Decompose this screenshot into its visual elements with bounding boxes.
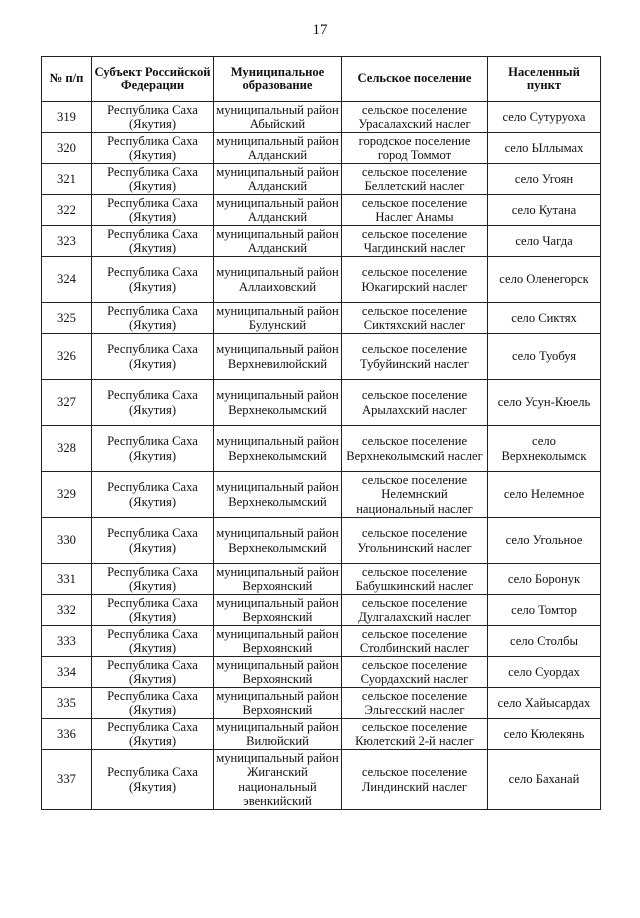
row-locality: село Столбы (488, 626, 601, 657)
row-municipality: муниципальный район Алданский (214, 133, 342, 164)
row-municipality: муниципальный район Булунский (214, 303, 342, 334)
row-num: 321 (42, 164, 92, 195)
table-row (42, 750, 601, 810)
row-settlement: сельское поселение Линдинский наслег (342, 750, 488, 810)
table-row (42, 688, 601, 719)
row-municipality: муниципальный район Верхневилюйский (214, 334, 342, 380)
row-settlement: сельское поселение Верхнеколымский наслег (342, 426, 488, 472)
settlements-table (41, 56, 601, 810)
table-row (42, 257, 601, 303)
row-num: 336 (42, 719, 92, 750)
row-num: 328 (42, 426, 92, 472)
row-settlement: сельское поселение Нелемнский национальный наслег (342, 472, 488, 518)
row-subject: Республика Саха (Якутия) (92, 657, 214, 688)
row-subject: Республика Саха (Якутия) (92, 102, 214, 133)
row-municipality: муниципальный район Верхнеколымский (214, 518, 342, 564)
row-municipality: муниципальный район Верхоянский (214, 688, 342, 719)
row-municipality: муниципальный район Верхоянский (214, 595, 342, 626)
table-row (42, 657, 601, 688)
table-row (42, 226, 601, 257)
row-settlement: сельское поселение Арылахский наслег (342, 380, 488, 426)
header-settlement: Сельское поселение (342, 57, 488, 102)
row-subject: Республика Саха (Якутия) (92, 380, 214, 426)
table-row (42, 334, 601, 380)
row-locality: село Кутана (488, 195, 601, 226)
row-locality: село Сутуруоха (488, 102, 601, 133)
row-subject: Республика Саха (Якутия) (92, 750, 214, 810)
table-header-row (42, 57, 601, 102)
row-municipality: муниципальный район Верхоянский (214, 657, 342, 688)
row-settlement: сельское поселение Эльгесский наслег (342, 688, 488, 719)
row-locality: село Туобуя (488, 334, 601, 380)
page-number: 17 (312, 22, 328, 38)
row-num: 325 (42, 303, 92, 334)
row-municipality: муниципальный район Жиганский национальный эвенкийский (214, 750, 342, 810)
table-row (42, 303, 601, 334)
row-settlement: сельское поселение Кюлетский 2-й наслег (342, 719, 488, 750)
row-locality: село Баханай (488, 750, 601, 810)
row-num: 326 (42, 334, 92, 380)
row-num: 337 (42, 750, 92, 810)
row-subject: Республика Саха (Якутия) (92, 334, 214, 380)
row-num: 322 (42, 195, 92, 226)
row-locality: село Боронук (488, 564, 601, 595)
table-row (42, 564, 601, 595)
table-row (42, 518, 601, 564)
table-row (42, 380, 601, 426)
row-municipality: муниципальный район Алданский (214, 226, 342, 257)
row-settlement: сельское поселение Урасалахский наслег (342, 102, 488, 133)
table-row (42, 719, 601, 750)
row-settlement: сельское поселение Суордахский наслег (342, 657, 488, 688)
row-subject: Республика Саха (Якутия) (92, 564, 214, 595)
row-subject: Республика Саха (Якутия) (92, 472, 214, 518)
row-num: 334 (42, 657, 92, 688)
row-municipality: муниципальный район Верхоянский (214, 564, 342, 595)
row-settlement: сельское поселение Сиктяхский наслег (342, 303, 488, 334)
row-locality: село Угоян (488, 164, 601, 195)
row-municipality: муниципальный район Аллаиховский (214, 257, 342, 303)
row-locality: село Суордах (488, 657, 601, 688)
row-settlement: сельское поселение Чагдинский наслег (342, 226, 488, 257)
row-municipality: муниципальный район Алданский (214, 164, 342, 195)
row-subject: Республика Саха (Якутия) (92, 133, 214, 164)
table-row (42, 133, 601, 164)
row-municipality: муниципальный район Алданский (214, 195, 342, 226)
row-locality: село Нелемное (488, 472, 601, 518)
row-subject: Республика Саха (Якутия) (92, 626, 214, 657)
row-municipality: муниципальный район Верхнеколымский (214, 426, 342, 472)
header-subject: Субъект Российской Федерации (92, 57, 214, 102)
row-settlement: сельское поселение Тубуйинский наслег (342, 334, 488, 380)
row-locality: село Ыллымах (488, 133, 601, 164)
row-locality: село Оленегорск (488, 257, 601, 303)
row-settlement: сельское поселение Дулгалахский наслег (342, 595, 488, 626)
header-locality: Населенный пункт (488, 57, 601, 102)
row-settlement: сельское поселение Беллетский наслег (342, 164, 488, 195)
header-municipality: Муниципальное образование (214, 57, 342, 102)
row-num: 320 (42, 133, 92, 164)
row-num: 327 (42, 380, 92, 426)
row-subject: Республика Саха (Якутия) (92, 303, 214, 334)
row-municipality: муниципальный район Верхнеколымский (214, 472, 342, 518)
row-subject: Республика Саха (Якутия) (92, 518, 214, 564)
table-row (42, 102, 601, 133)
row-settlement: сельское поселение Юкагирский наслег (342, 257, 488, 303)
row-subject: Республика Саха (Якутия) (92, 595, 214, 626)
row-municipality: муниципальный район Верхоянский (214, 626, 342, 657)
row-num: 330 (42, 518, 92, 564)
table-body (42, 102, 601, 810)
row-locality: село Чагда (488, 226, 601, 257)
row-settlement: сельское поселение Наслег Анамы (342, 195, 488, 226)
row-locality: село Верхнеколымск (488, 426, 601, 472)
row-num: 331 (42, 564, 92, 595)
row-municipality: муниципальный район Верхнеколымский (214, 380, 342, 426)
table-row (42, 595, 601, 626)
row-subject: Республика Саха (Якутия) (92, 164, 214, 195)
row-num: 319 (42, 102, 92, 133)
table-row (42, 472, 601, 518)
row-subject: Республика Саха (Якутия) (92, 688, 214, 719)
table-row (42, 164, 601, 195)
row-subject: Республика Саха (Якутия) (92, 195, 214, 226)
row-municipality: муниципальный район Абыйский (214, 102, 342, 133)
row-subject: Республика Саха (Якутия) (92, 719, 214, 750)
row-num: 329 (42, 472, 92, 518)
row-num: 323 (42, 226, 92, 257)
row-locality: село Угольное (488, 518, 601, 564)
row-settlement: городское поселение город Томмот (342, 133, 488, 164)
row-municipality: муниципальный район Вилюйский (214, 719, 342, 750)
row-locality: село Хайысардах (488, 688, 601, 719)
row-locality: село Усун-Кюель (488, 380, 601, 426)
row-num: 333 (42, 626, 92, 657)
row-settlement: сельское поселение Столбинский наслег (342, 626, 488, 657)
row-locality: село Томтор (488, 595, 601, 626)
table-row (42, 195, 601, 226)
row-settlement: сельское поселение Бабушкинский наслег (342, 564, 488, 595)
row-locality: село Сиктях (488, 303, 601, 334)
row-subject: Республика Саха (Якутия) (92, 426, 214, 472)
row-subject: Республика Саха (Якутия) (92, 226, 214, 257)
row-num: 332 (42, 595, 92, 626)
row-locality: село Кюлекянь (488, 719, 601, 750)
table-row (42, 426, 601, 472)
row-num: 324 (42, 257, 92, 303)
header-num: № п/п (42, 57, 92, 102)
table-row (42, 626, 601, 657)
row-subject: Республика Саха (Якутия) (92, 257, 214, 303)
row-num: 335 (42, 688, 92, 719)
row-settlement: сельское поселение Угольнинский наслег (342, 518, 488, 564)
